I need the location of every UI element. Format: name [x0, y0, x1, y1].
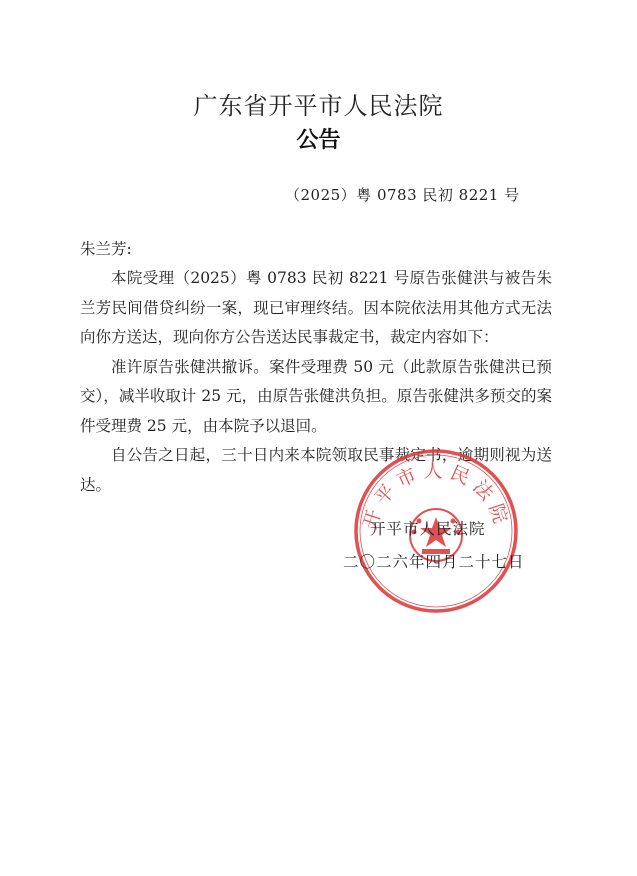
addressee: 朱兰芳: [80, 240, 132, 258]
case-number: （2025）粤 0783 民初 8221 号 [285, 186, 520, 204]
signature-court-name: 开平市人民法院 [370, 520, 486, 538]
court-name-heading: 广东省开平市人民法院 [193, 92, 444, 120]
notice-date: 二〇二六年四月二十七日 [343, 553, 525, 571]
notice-title: 公告 [296, 127, 341, 153]
paragraph-case-summary: 本院受理（2025）粤 0783 民初 8221 号原告张健洪与被告朱兰芳民间借贷纠纷一案，现已审理终结。因本院依法用其他方式无法向你方送达，现向你方公告送达民事裁定书，裁定内容如下： [80, 269, 552, 346]
paragraph-ruling: 准许原告张健洪撤诉。案件受理费 50 元（此款原告张健洪已预交），减半收取计 25 元，由原告张健洪负担。原告张健洪多预交的案件受理费 25 元，由本院予以退回。 [80, 357, 552, 435]
seal-text: 开平市人民法院 [358, 460, 514, 532]
paragraph-collection-deadline: 自公告之日起，三十日内来本院领取民事裁定书，逾期则视为送达。 [80, 446, 552, 494]
